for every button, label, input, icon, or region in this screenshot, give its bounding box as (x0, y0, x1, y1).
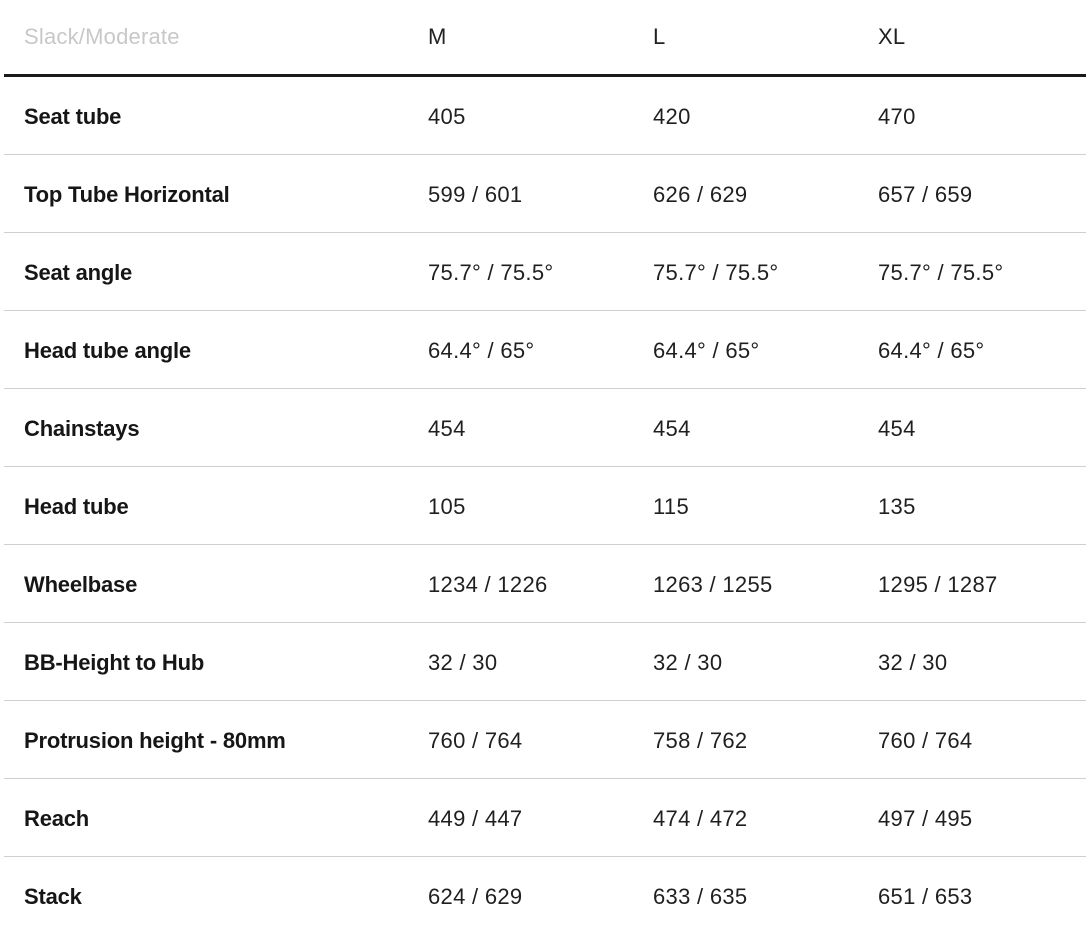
size-column-m: M (428, 24, 447, 49)
table-row (4, 623, 1086, 701)
size-column-xl: XL (878, 24, 906, 49)
value-cell-xl: 454 (878, 416, 916, 441)
value-cell-m: 454 (428, 416, 466, 441)
value-cell-m: 599 / 601 (428, 182, 523, 207)
row-label: Wheelbase (24, 572, 138, 597)
value-cell-l: 1263 / 1255 (653, 572, 773, 597)
value-cell-l: 64.4° / 65° (653, 338, 760, 363)
table-row (4, 233, 1086, 311)
geometry-table (4, 0, 1086, 934)
table-row (4, 467, 1086, 545)
value-cell-xl: 32 / 30 (878, 650, 948, 675)
value-cell-l: 474 / 472 (653, 806, 748, 831)
row-label: Chainstays (24, 416, 140, 441)
value-cell-xl: 75.7° / 75.5° (878, 260, 1004, 285)
value-cell-m: 1234 / 1226 (428, 572, 548, 597)
value-cell-m: 32 / 30 (428, 650, 498, 675)
value-cell-l: 758 / 762 (653, 728, 748, 753)
row-label: Top Tube Horizontal (24, 182, 230, 207)
value-cell-m: 75.7° / 75.5° (428, 260, 554, 285)
value-cell-xl: 470 (878, 104, 916, 129)
table-header (4, 0, 1086, 77)
row-label: Stack (24, 884, 82, 909)
table-row (4, 77, 1086, 155)
table-row (4, 155, 1086, 233)
geometry-mode-label: Slack/Moderate (24, 24, 180, 49)
value-cell-l: 454 (653, 416, 691, 441)
row-label: Protrusion height - 80mm (24, 728, 286, 753)
value-cell-l: 626 / 629 (653, 182, 748, 207)
value-cell-l: 420 (653, 104, 691, 129)
value-cell-m: 64.4° / 65° (428, 338, 535, 363)
value-cell-xl: 135 (878, 494, 916, 519)
value-cell-l: 75.7° / 75.5° (653, 260, 779, 285)
value-cell-xl: 497 / 495 (878, 806, 973, 831)
value-cell-xl: 760 / 764 (878, 728, 973, 753)
table-row (4, 545, 1086, 623)
table-row (4, 779, 1086, 857)
table-row (4, 389, 1086, 467)
value-cell-l: 115 (653, 494, 689, 519)
value-cell-xl: 657 / 659 (878, 182, 973, 207)
table-row (4, 311, 1086, 389)
table-row (4, 857, 1086, 934)
value-cell-l: 32 / 30 (653, 650, 723, 675)
value-cell-m: 624 / 629 (428, 884, 523, 909)
row-label: Head tube angle (24, 338, 191, 363)
row-label: BB-Height to Hub (24, 650, 205, 675)
value-cell-xl: 1295 / 1287 (878, 572, 998, 597)
size-column-l: L (653, 24, 666, 49)
value-cell-m: 405 (428, 104, 466, 129)
value-cell-xl: 651 / 653 (878, 884, 973, 909)
row-label: Seat angle (24, 260, 133, 285)
value-cell-m: 105 (428, 494, 466, 519)
value-cell-m: 449 / 447 (428, 806, 523, 831)
row-label: Seat tube (24, 104, 122, 129)
table-body (4, 77, 1086, 934)
row-label: Head tube (24, 494, 129, 519)
value-cell-l: 633 / 635 (653, 884, 748, 909)
value-cell-xl: 64.4° / 65° (878, 338, 985, 363)
value-cell-m: 760 / 764 (428, 728, 523, 753)
row-label: Reach (24, 806, 90, 831)
table-row (4, 701, 1086, 779)
